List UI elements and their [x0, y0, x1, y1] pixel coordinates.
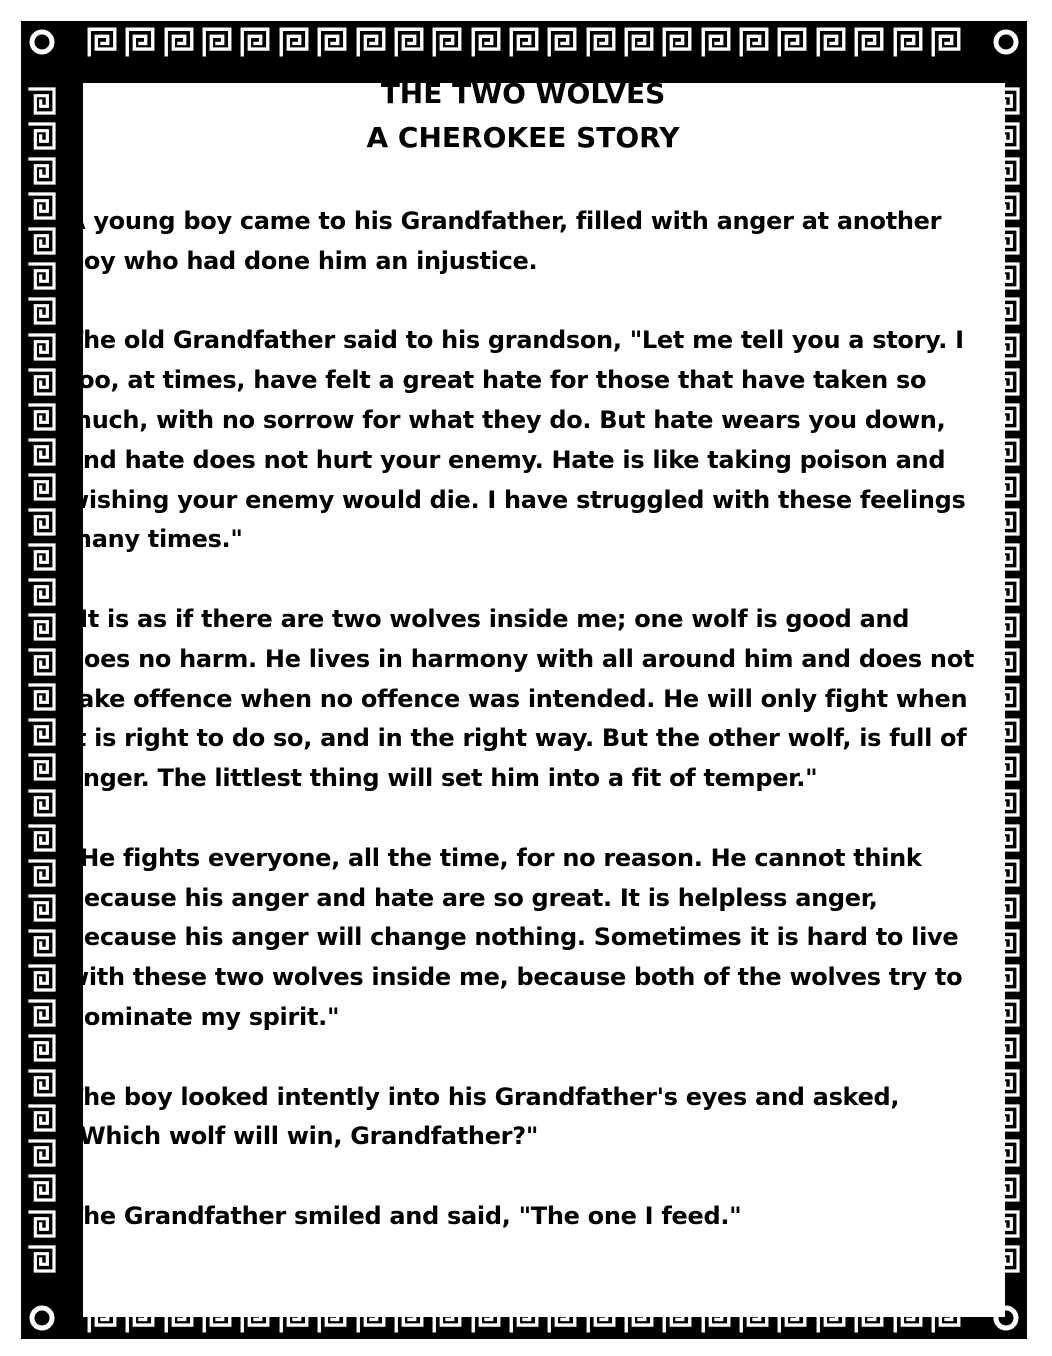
- border-top: [85, 22, 963, 62]
- greek-key-icon: [990, 155, 1022, 187]
- greek-key-icon: [990, 436, 1022, 468]
- greek-key-icon: [990, 85, 1022, 117]
- greek-key-icon: [990, 716, 1022, 748]
- greek-key-icon: [660, 1301, 694, 1335]
- greek-key-icon: [26, 962, 58, 994]
- greek-key-icon: [775, 1301, 809, 1335]
- greek-key-icon: [545, 1301, 579, 1335]
- greek-key-icon: [200, 1301, 234, 1335]
- greek-key-icon: [26, 1208, 58, 1240]
- greek-key-icon: [26, 155, 58, 187]
- greek-key-icon: [584, 25, 618, 59]
- greek-key-icon: [26, 787, 58, 819]
- greek-key-icon: [660, 25, 694, 59]
- story-paragraph: The old Grandfather said to his grandson, "Let me tell you a story. I too, at times, have felt a great hate for those that have taken so much, with no sorrow for what they do. But hate wears you down, and hate does not hurt your enemy. Hate is like taking poison and wishing your enemy would die. I have struggled with these feelings many times.": [67, 326, 966, 554]
- greek-key-icon: [123, 1301, 157, 1335]
- greek-key-icon: [26, 1243, 58, 1275]
- greek-key-icon: [26, 295, 58, 327]
- greek-key-icon: [507, 25, 541, 59]
- greek-key-icon: [990, 1208, 1022, 1240]
- greek-key-icon: [26, 401, 58, 433]
- greek-key-icon: [814, 25, 848, 59]
- greek-key-icon: [852, 25, 886, 59]
- greek-key-icon: [123, 25, 157, 59]
- greek-key-icon: [990, 822, 1022, 854]
- greek-key-icon: [775, 25, 809, 59]
- greek-key-icon: [26, 471, 58, 503]
- greek-key-icon: [26, 120, 58, 152]
- greek-key-icon: [990, 611, 1022, 643]
- greek-key-icon: [162, 1301, 196, 1335]
- greek-key-icon: [26, 1172, 58, 1204]
- greek-key-icon: [737, 25, 771, 59]
- greek-key-icon: [990, 751, 1022, 783]
- greek-key-icon: [584, 1301, 618, 1335]
- border-left: [22, 85, 62, 1275]
- greek-key-icon: [392, 25, 426, 59]
- greek-key-icon: [990, 1067, 1022, 1099]
- greek-key-icon: [929, 1301, 963, 1335]
- greek-key-icon: [990, 857, 1022, 889]
- greek-key-icon: [26, 646, 58, 678]
- greek-key-icon: [469, 25, 503, 59]
- greek-key-icon: [990, 681, 1022, 713]
- greek-key-icon: [990, 787, 1022, 819]
- greek-key-icon: [990, 1172, 1022, 1204]
- greek-key-icon: [990, 576, 1022, 608]
- greek-key-icon: [26, 857, 58, 889]
- greek-key-icon: [277, 1301, 311, 1335]
- greek-key-icon: [26, 892, 58, 924]
- greek-key-icon: [26, 611, 58, 643]
- greek-key-icon: [929, 25, 963, 59]
- greek-key-icon: [990, 1032, 1022, 1064]
- greek-key-icon: [852, 1301, 886, 1335]
- greek-key-icon: [990, 997, 1022, 1029]
- greek-key-icon: [990, 506, 1022, 538]
- greek-key-icon: [26, 331, 58, 363]
- greek-key-icon: [26, 1067, 58, 1099]
- greek-key-icon: [622, 1301, 656, 1335]
- greek-key-icon: [315, 1301, 349, 1335]
- greek-key-icon: [85, 1301, 119, 1335]
- ring-icon: [22, 22, 62, 62]
- greek-key-icon: [990, 1102, 1022, 1134]
- story-document: [67, 72, 979, 1277]
- story-paragraph: A young boy came to his Grandfather, filled with anger at another boy who had done him an injustice.: [67, 207, 942, 275]
- greek-key-icon: [26, 506, 58, 538]
- greek-key-icon: [990, 646, 1022, 678]
- greek-key-icon: [354, 25, 388, 59]
- greek-key-icon: [26, 1137, 58, 1169]
- greek-key-icon: [26, 260, 58, 292]
- greek-key-icon: [891, 25, 925, 59]
- greek-key-icon: [85, 25, 119, 59]
- greek-key-icon: [26, 716, 58, 748]
- ring-icon: [986, 1298, 1026, 1338]
- greek-key-icon: [699, 25, 733, 59]
- greek-key-icon: [26, 751, 58, 783]
- greek-key-icon: [990, 225, 1022, 257]
- greek-key-icon: [26, 85, 58, 117]
- greek-key-icon: [990, 260, 1022, 292]
- ring-icon: [22, 1298, 62, 1338]
- greek-key-icon: [26, 436, 58, 468]
- greek-key-icon: [277, 25, 311, 59]
- greek-key-icon: [26, 997, 58, 1029]
- greek-key-icon: [990, 120, 1022, 152]
- greek-key-icon: [990, 541, 1022, 573]
- story-paragraph: "It is as if there are two wolves inside me; one wolf is good and does no harm. He lives in harmony with all around him and does not take offence when no offence was intended. He will only fight when it is right to do so, and in the right way. But the other wolf, is full of anger. The littlest thing will set him into a fit of temper.": [67, 604, 975, 793]
- greek-key-icon: [26, 927, 58, 959]
- greek-key-icon: [26, 822, 58, 854]
- story-paragraph: The Grandfather smiled and said, "The one I feed.": [67, 1201, 742, 1230]
- greek-key-icon: [238, 1301, 272, 1335]
- greek-key-icon: [990, 1243, 1022, 1275]
- greek-key-icon: [354, 1301, 388, 1335]
- greek-key-icon: [990, 295, 1022, 327]
- greek-key-icon: [162, 25, 196, 59]
- story-paragraph: "He fights everyone, all the time, for no reason. He cannot think because his anger and hate are so great. It is helpless anger, because his anger will change nothing. Sometimes it is hard to live with these two wolves inside me, because both of the wolves try to dominate my spirit.": [67, 843, 963, 1031]
- border-right: [986, 85, 1026, 1275]
- greek-key-icon: [990, 962, 1022, 994]
- greek-key-icon: [392, 1301, 426, 1335]
- greek-key-icon: [699, 1301, 733, 1335]
- greek-key-icon: [26, 225, 58, 257]
- story-subtitle: A CHEROKEE STORY: [366, 121, 680, 154]
- greek-key-icon: [238, 25, 272, 59]
- greek-key-icon: [430, 25, 464, 59]
- greek-key-icon: [990, 366, 1022, 398]
- story-title: THE TWO WOLVES: [380, 77, 666, 110]
- greek-key-icon: [990, 331, 1022, 363]
- greek-key-icon: [507, 1301, 541, 1335]
- greek-key-icon: [26, 1032, 58, 1064]
- greek-key-icon: [891, 1301, 925, 1335]
- greek-key-icon: [990, 190, 1022, 222]
- greek-key-icon: [430, 1301, 464, 1335]
- greek-key-icon: [622, 25, 656, 59]
- greek-key-icon: [990, 892, 1022, 924]
- ring-icon: [986, 22, 1026, 62]
- greek-key-icon: [26, 190, 58, 222]
- greek-key-icon: [26, 576, 58, 608]
- greek-key-icon: [737, 1301, 771, 1335]
- greek-key-icon: [990, 471, 1022, 503]
- greek-key-icon: [315, 25, 349, 59]
- greek-key-icon: [26, 1102, 58, 1134]
- greek-key-icon: [814, 1301, 848, 1335]
- greek-key-icon: [26, 541, 58, 573]
- greek-key-icon: [469, 1301, 503, 1335]
- greek-key-icon: [990, 401, 1022, 433]
- greek-key-icon: [26, 366, 58, 398]
- border-bottom: [85, 1298, 963, 1338]
- story-paragraph: The boy looked intently into his Grandfather's eyes and asked, "Which wolf will win, Grandfather?": [67, 1082, 900, 1151]
- greek-key-icon: [26, 681, 58, 713]
- greek-key-icon: [200, 25, 234, 59]
- greek-key-icon: [990, 1137, 1022, 1169]
- greek-key-icon: [545, 25, 579, 59]
- greek-key-icon: [990, 927, 1022, 959]
